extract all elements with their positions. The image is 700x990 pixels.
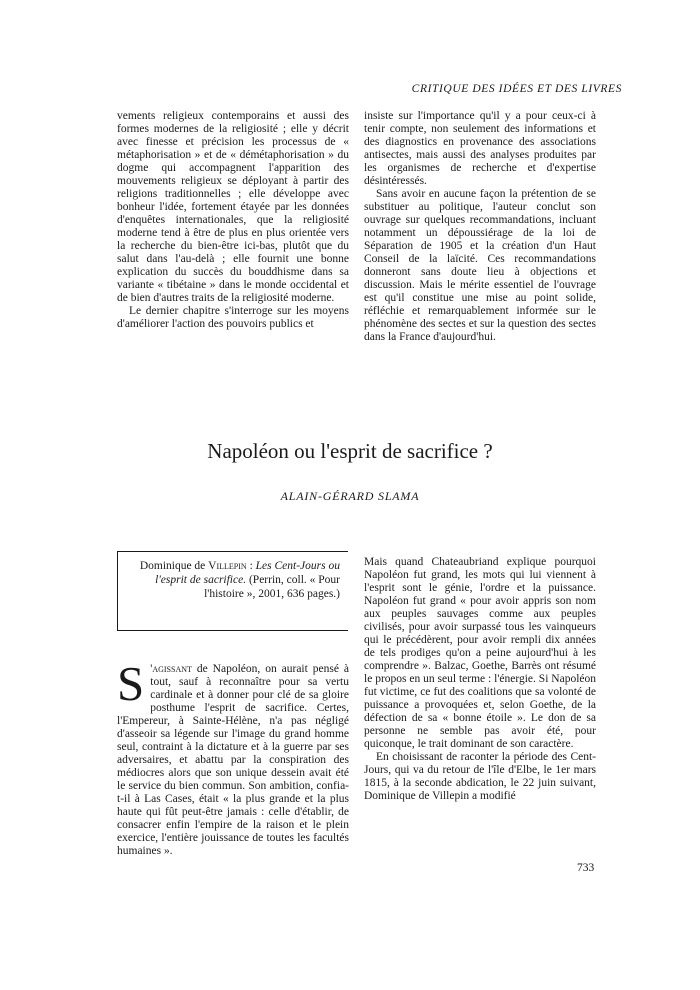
article-author: ALAIN-GÉRARD SLAMA [280, 489, 420, 503]
page-number: 733 [577, 862, 595, 874]
lead-small-caps: 'agissant [150, 663, 192, 675]
paragraph: insiste sur l'importance qu'il y a pour ceux-ci à tenir compte, non seulement des informations et des diagnostics en provenance des associations antisectes, mais aussi des analyses produites par les organismes de recherche et d'expertise désintéressés. [364, 110, 596, 187]
book-reference-box [117, 551, 348, 631]
paragraph: Sans avoir en aucune façon la prétention de se substituer au politique, l'auteur conclut son ouvrage sur quelques recommandations, incluant notamment un dépoussiérage de la loi de Séparation de 1905 et la création d'un Haut Conseil de la laïcité. Ces recommandations donneront sans doute lieu à objections et discussion. Mais le mérite essentiel de l'ouvrage est qu'il constitue une mise au point solide, réfléchie et remarquablement informée sur le phénomène des sectes et sur la question des sectes dans la France d'aujourd'hui. [364, 188, 596, 343]
paragraph: vements religieux contemporains et aussi des formes modernes de la religiosité ; elle y décrit avec finesse et précision les processus de « métaphorisation » et de « démétaphorisation » du dogme qui accompagnent l'apparition des mouvements religieux se déployant à partir des religions traditionnelles ; elle développe avec bonheur l'idée, fortement étayée par les données d'enquêtes internationales, que la religiosité moderne tend à être de plus en plus orientée vers la recherche du bien-être ici-bas, plutôt que du salut dans l'au-delà ; elle fournit une bonne explication du succès du bouddhisme dans sa variante « tibétaine » dans le monde occidental et de bien d'autres traits de la religiosité moderne. [117, 110, 349, 304]
paragraph: En choisissant de raconter la période des Cent-Jours, qui va du retour de l'île d'Elbe, le 1er mars 1815, à la seconde abdication, le 22 juin suivant, Dominique de Villepin a modifié [364, 751, 596, 802]
book-reference [135, 559, 340, 601]
book-separator: : [246, 560, 256, 572]
bottom-right-column [364, 556, 596, 803]
drop-cap: S [117, 656, 145, 711]
article-title: Napoléon ou l'esprit de sacrifice ? [207, 439, 493, 463]
top-left-column [117, 110, 349, 331]
paragraph: Mais quand Chateaubriand explique pourquoi Napoléon fut grand, les mots qui lui viennent à l'esprit sont le génie, l'ordre et la puissance. Napoléon fut grand « pour avoir appris son nom aux peuples sauvages comme aux peuples civilisés, pour avoir surpassé tous les vainqueurs qui le précédèrent, pour avoir rempli dix années de tels prodiges qu'on a peine aujourd'hui à les comprendre ». Balzac, Goethe, Barrès ont résumé le propos en un seul terme : l'énergie. Si Napoléon fut victime, ce fut des coalitions que sa volonté de puissance a provoquées et, selon Goethe, de la défection de sa « bonne étoile ». Le don de sa personne ne semble pas avoir été, pour quiconque, le trait dominant de son caractère. [364, 556, 596, 750]
running-head: CRITIQUE DES IDÉES ET DES LIVRES [411, 83, 622, 95]
book-author-last: Villepin [208, 560, 247, 572]
top-right-column [364, 110, 596, 344]
bottom-left-column [117, 656, 349, 858]
book-title: Les Cent-Jours ou l'esprit de sacrifice. [155, 560, 340, 586]
paragraph [117, 656, 349, 858]
book-author-first: Dominique de [139, 560, 209, 572]
paragraph: Le dernier chapitre s'interroge sur les moyens d'améliorer l'action des pouvoirs publics et [117, 305, 349, 330]
book-details: (Perrin, coll. « Pour l'histoire », 2001, 636 pages.) [204, 574, 340, 600]
paragraph-text: de Napoléon, on aurait pensé à tout, sauf à reconnaître pour sa vertu cardinale et à donner pour clé de sa gloire posthume l'esprit de sacrifice. Certes, l'Empereur, à Sainte-Hélène, n'a pas négligé d'asseoir sa légende sur l'image du grand homme seul, contraint à la dictature et à la guerre par ses adversaires, et abattu par la conspiration des médiocres alors que son unique dessein avait été le service du bien commun. Son ambition, confia-t-il à Las Cases, était « la plus grande et la plus haute qui fût peut-être jamais : celle d'établir, de consacrer enfin l'empire de la raison et le plein exercice, l'entière jouissance de toutes les facultés humaines ». [117, 663, 349, 857]
